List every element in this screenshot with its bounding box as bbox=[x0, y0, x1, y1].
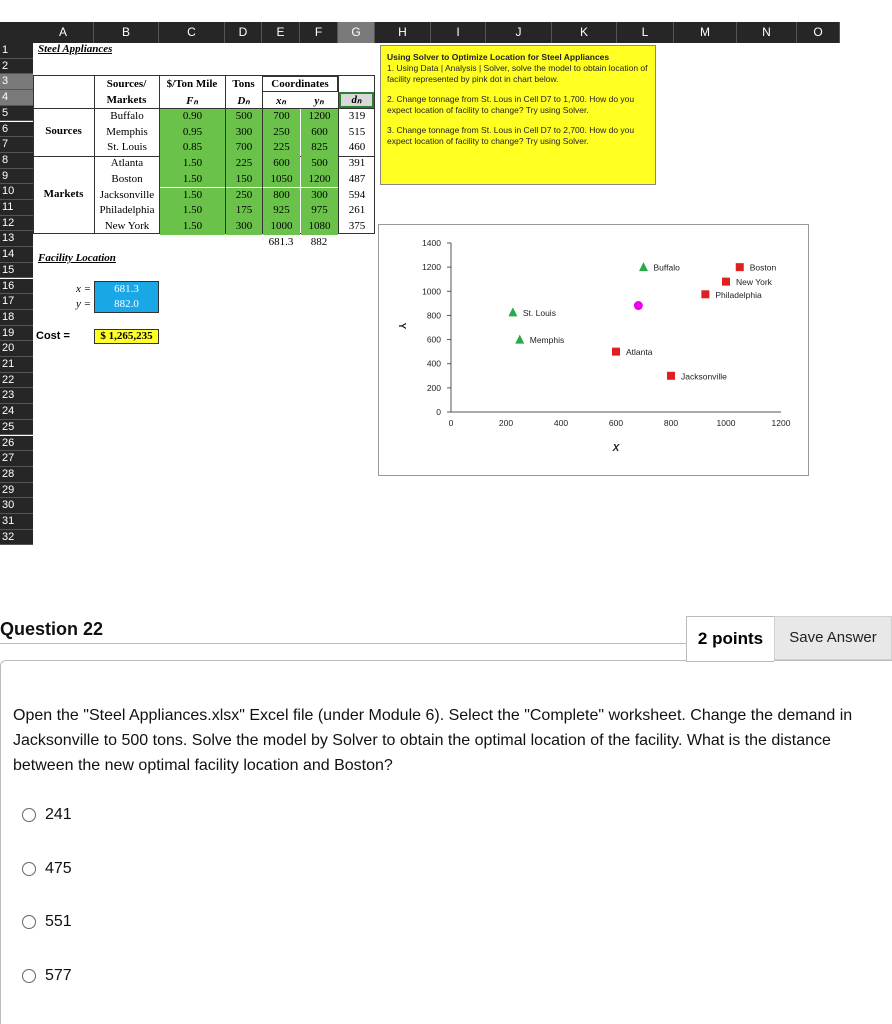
row-header[interactable]: 6 bbox=[0, 122, 33, 138]
tons-cell[interactable]: 300 bbox=[226, 125, 262, 141]
header-d-distance-selected[interactable]: dₙ bbox=[339, 92, 374, 108]
location-name-cell[interactable]: New York bbox=[104, 219, 150, 232]
distance-cell[interactable]: 391 bbox=[348, 157, 366, 170]
ton-mile-cell[interactable]: 1.50 bbox=[160, 188, 225, 204]
row-header[interactable]: 22 bbox=[0, 373, 33, 389]
y-tick-label: 400 bbox=[426, 358, 441, 369]
row-header[interactable]: 26 bbox=[0, 436, 33, 452]
point-label: Atlanta bbox=[626, 347, 653, 358]
market-point-marker bbox=[612, 348, 620, 356]
distance-cell[interactable]: 460 bbox=[348, 141, 366, 154]
row-header[interactable]: 2 bbox=[0, 59, 33, 75]
source-point-marker bbox=[508, 307, 517, 316]
tons-cell[interactable]: 150 bbox=[226, 172, 262, 188]
market-point-marker bbox=[736, 263, 744, 271]
point-label: Philadelphia bbox=[715, 289, 762, 300]
row-header[interactable]: 15 bbox=[0, 263, 33, 279]
ton-mile-cell[interactable]: 0.85 bbox=[160, 140, 225, 156]
x-coordinate-cell[interactable]: 600 bbox=[263, 156, 300, 172]
points-label: 2 points bbox=[686, 616, 774, 662]
instructions-note bbox=[380, 45, 656, 185]
option-label: 551 bbox=[45, 913, 72, 930]
header-y-symbol: yₙ bbox=[314, 95, 324, 107]
ton-mile-cell[interactable]: 1.50 bbox=[160, 156, 225, 172]
col-header-l[interactable]: L bbox=[617, 22, 674, 43]
point-label: St. Louis bbox=[522, 307, 556, 318]
tons-cell[interactable]: 700 bbox=[226, 140, 262, 156]
y-tick-label: 1200 bbox=[422, 262, 441, 273]
market-point-marker bbox=[701, 290, 709, 298]
x-value-cell[interactable]: 681.3 bbox=[114, 283, 139, 295]
location-name-cell[interactable]: St. Louis bbox=[107, 141, 147, 154]
col-header-g[interactable]: G bbox=[338, 22, 375, 43]
col-header-k[interactable]: K bbox=[552, 22, 617, 43]
row-header[interactable]: 10 bbox=[0, 184, 33, 200]
col-header-d[interactable]: D bbox=[225, 22, 262, 43]
row-header[interactable]: 11 bbox=[0, 200, 33, 216]
col-header-b[interactable]: B bbox=[94, 22, 159, 43]
row-header[interactable]: 9 bbox=[0, 169, 33, 185]
distance-cell[interactable]: 594 bbox=[348, 188, 366, 201]
option-label: 577 bbox=[45, 967, 72, 984]
ton-mile-cell[interactable]: 1.50 bbox=[160, 219, 225, 235]
row-header[interactable]: 3 bbox=[0, 74, 33, 90]
tons-cell[interactable]: 250 bbox=[226, 188, 262, 204]
row-header[interactable]: 19 bbox=[0, 326, 33, 342]
row-header[interactable]: 17 bbox=[0, 294, 33, 310]
y-coordinate-cell[interactable]: 975 bbox=[301, 203, 338, 219]
y-coordinate-cell[interactable]: 1080 bbox=[301, 219, 338, 235]
x-tick-label: 1000 bbox=[716, 418, 736, 428]
location-name-cell[interactable]: Jacksonville bbox=[99, 188, 155, 201]
note-step-2: 2. Change tonnage from St. Lous in Cell D7 to 1,700. How do you expect location of facility to change? Try using Solver. bbox=[387, 94, 635, 115]
tons-cell[interactable]: 175 bbox=[226, 203, 262, 219]
note-title: Using Solver to Optimize Location for Steel Appliances bbox=[387, 52, 610, 62]
col-header-c[interactable]: C bbox=[159, 22, 225, 43]
option-label: 475 bbox=[45, 860, 72, 877]
row-header[interactable]: 27 bbox=[0, 451, 33, 467]
y-coordinate-cell[interactable]: 300 bbox=[301, 188, 338, 204]
distance-cell[interactable]: 375 bbox=[348, 219, 366, 232]
header-x-symbol: xₙ bbox=[276, 95, 286, 107]
summary-x: 681.3 bbox=[268, 236, 294, 248]
y-coordinate-cell[interactable]: 1200 bbox=[301, 109, 338, 125]
row-header[interactable]: 31 bbox=[0, 514, 33, 530]
point-label: Buffalo bbox=[653, 262, 680, 273]
y-tick-label: 200 bbox=[426, 382, 441, 393]
cost-label: Cost = bbox=[36, 330, 70, 342]
question-text: Open the "Steel Appliances.xlsx" Excel file (under Module 6). Select the "Complete" worksheet. Change the demand in Jacksonville to 500 tons. Solve the model by Solver to obtain the optimal location of the facility. What is the distance between the new optimal facility location and Boston? bbox=[13, 707, 853, 774]
row-header[interactable]: 4 bbox=[0, 90, 33, 106]
col-header-a[interactable]: A bbox=[33, 22, 94, 43]
header-ton-mile: $/Ton Mile bbox=[166, 78, 218, 90]
answer-option-2[interactable] bbox=[22, 860, 72, 878]
group-markets-label: Markets bbox=[43, 188, 84, 200]
row-header[interactable]: 14 bbox=[0, 247, 33, 263]
ton-mile-cell[interactable]: 1.50 bbox=[160, 172, 225, 188]
y-coordinate-cell[interactable]: 500 bbox=[301, 156, 338, 172]
y-axis-title: Y bbox=[396, 322, 407, 330]
x-coordinate-cell[interactable]: 1050 bbox=[263, 172, 300, 188]
question-divider bbox=[0, 643, 690, 644]
row-header[interactable]: 29 bbox=[0, 483, 33, 499]
row-header[interactable]: 28 bbox=[0, 467, 33, 483]
note-step-1: 1. Using Data | Analysis | Solver, solve the model to obtain location of facility represented by pink dot in chart below. bbox=[387, 63, 648, 84]
point-label: Boston bbox=[749, 262, 777, 273]
sheet-title: Steel Appliances bbox=[38, 43, 113, 55]
x-label: x = bbox=[75, 283, 91, 295]
group-sources-label: Sources bbox=[45, 125, 82, 137]
row-header[interactable]: 23 bbox=[0, 388, 33, 404]
y-value-cell[interactable]: 882.0 bbox=[114, 298, 139, 310]
x-tick-label: 200 bbox=[498, 418, 514, 428]
facility-location-label: Facility Location bbox=[38, 252, 116, 264]
point-label: Memphis bbox=[529, 335, 565, 346]
row-header[interactable]: 24 bbox=[0, 404, 33, 420]
x-coordinate-cell[interactable]: 225 bbox=[263, 140, 300, 156]
header-sources-markets-1: Sources/ bbox=[106, 78, 147, 90]
location-name-cell[interactable]: Atlanta bbox=[110, 157, 144, 170]
distance-cell[interactable]: 261 bbox=[348, 204, 366, 217]
answer-option-4[interactable] bbox=[22, 967, 72, 985]
radio-icon[interactable] bbox=[22, 862, 36, 876]
y-coordinate-cell[interactable]: 825 bbox=[301, 140, 338, 156]
col-header-f[interactable]: F bbox=[300, 22, 338, 43]
note-step-3: 3. Change tonnage from St. Lous in Cell D7 to 2,700. How do you expect location of facility to change? Try using Solver. bbox=[387, 125, 635, 146]
header-coordinates: Coordinates bbox=[262, 76, 338, 92]
x-coordinate-cell[interactable]: 800 bbox=[263, 188, 300, 204]
option-label: 241 bbox=[45, 806, 72, 823]
x-axis-title: X bbox=[612, 443, 620, 454]
y-tick-label: 0 bbox=[436, 407, 441, 417]
answer-option-1[interactable] bbox=[22, 806, 72, 824]
summary-y: 882 bbox=[310, 236, 328, 248]
point-label: Jacksonville bbox=[681, 371, 727, 382]
location-name-cell[interactable]: Buffalo bbox=[110, 110, 144, 122]
header-f-symbol: Fₙ bbox=[186, 95, 198, 107]
header-tons: Tons bbox=[232, 78, 255, 90]
col-header-i[interactable]: I bbox=[431, 22, 486, 43]
market-point-marker bbox=[722, 278, 730, 286]
y-coordinate-cell[interactable]: 1200 bbox=[301, 172, 338, 188]
x-tick-label: 800 bbox=[663, 418, 679, 428]
x-coordinate-cell[interactable]: 925 bbox=[263, 203, 300, 219]
row-header[interactable]: 20 bbox=[0, 341, 33, 357]
row-header[interactable]: 25 bbox=[0, 420, 33, 436]
location-name-cell[interactable]: Philadelphia bbox=[99, 204, 155, 217]
tons-cell[interactable]: 500 bbox=[226, 109, 262, 125]
save-answer-button[interactable]: Save Answer bbox=[774, 616, 892, 660]
x-coordinate-cell[interactable]: 700 bbox=[263, 109, 300, 125]
ton-mile-cell[interactable]: 0.95 bbox=[160, 125, 225, 141]
distance-cell[interactable]: 487 bbox=[348, 172, 366, 185]
row-header[interactable]: 32 bbox=[0, 530, 33, 546]
row-header[interactable]: 30 bbox=[0, 498, 33, 514]
location-name-cell[interactable]: Boston bbox=[111, 172, 143, 185]
tons-cell[interactable]: 300 bbox=[226, 219, 262, 235]
tons-cell[interactable]: 225 bbox=[226, 156, 262, 172]
y-tick-label: 800 bbox=[426, 310, 441, 321]
row-header[interactable]: 7 bbox=[0, 137, 33, 153]
x-coordinate-cell[interactable]: 250 bbox=[263, 125, 300, 141]
col-header-o[interactable]: O bbox=[797, 22, 840, 43]
cost-value-cell[interactable]: $ 1,265,235 bbox=[94, 329, 159, 344]
radio-icon[interactable] bbox=[22, 808, 36, 822]
select-all-corner[interactable] bbox=[0, 22, 33, 43]
x-tick-label: 600 bbox=[608, 418, 624, 428]
ton-mile-cell[interactable]: 1.50 bbox=[160, 203, 225, 219]
col-header-n[interactable]: N bbox=[737, 22, 797, 43]
source-point-marker bbox=[515, 335, 524, 344]
header-sources-markets-2: Markets bbox=[106, 94, 147, 106]
y-label: y = bbox=[75, 298, 91, 310]
point-label: New York bbox=[736, 277, 772, 288]
row-header[interactable]: 5 bbox=[0, 106, 33, 122]
answer-option-3[interactable] bbox=[22, 913, 72, 931]
market-point-marker bbox=[667, 372, 675, 380]
col-header-e[interactable]: E bbox=[262, 22, 300, 43]
distance-cell[interactable]: 319 bbox=[348, 110, 366, 122]
y-tick-label: 1000 bbox=[422, 286, 441, 297]
row-header[interactable]: 21 bbox=[0, 357, 33, 373]
row-header[interactable]: 16 bbox=[0, 279, 33, 295]
radio-icon[interactable] bbox=[22, 969, 36, 983]
distance-cell[interactable]: 515 bbox=[348, 125, 366, 138]
row-header[interactable]: 1 bbox=[0, 43, 33, 59]
col-header-m[interactable]: M bbox=[674, 22, 737, 43]
col-header-h[interactable]: H bbox=[375, 22, 431, 43]
x-tick-label: 400 bbox=[553, 418, 569, 428]
question-title: Question 22 bbox=[0, 619, 104, 639]
col-header-j[interactable]: J bbox=[486, 22, 552, 43]
radio-icon[interactable] bbox=[22, 915, 36, 929]
chart-svg bbox=[379, 225, 810, 477]
x-tick-label: 1200 bbox=[771, 418, 791, 428]
y-tick-label: 1400 bbox=[422, 238, 441, 248]
source-point-marker bbox=[639, 262, 648, 271]
row-header[interactable]: 8 bbox=[0, 153, 33, 169]
scatter-chart[interactable] bbox=[378, 224, 809, 476]
y-coordinate-cell[interactable]: 600 bbox=[301, 125, 338, 141]
ton-mile-cell[interactable]: 0.90 bbox=[160, 109, 225, 125]
row-header[interactable]: 13 bbox=[0, 231, 33, 247]
row-header[interactable]: 18 bbox=[0, 310, 33, 326]
row-header[interactable]: 12 bbox=[0, 216, 33, 232]
x-tick-label: 0 bbox=[448, 418, 454, 428]
facility-point-marker bbox=[634, 301, 643, 310]
header-d-symbol: Dₙ bbox=[237, 95, 250, 107]
location-name-cell[interactable]: Memphis bbox=[106, 125, 148, 138]
x-coordinate-cell[interactable]: 1000 bbox=[263, 219, 300, 235]
y-tick-label: 600 bbox=[426, 334, 441, 345]
